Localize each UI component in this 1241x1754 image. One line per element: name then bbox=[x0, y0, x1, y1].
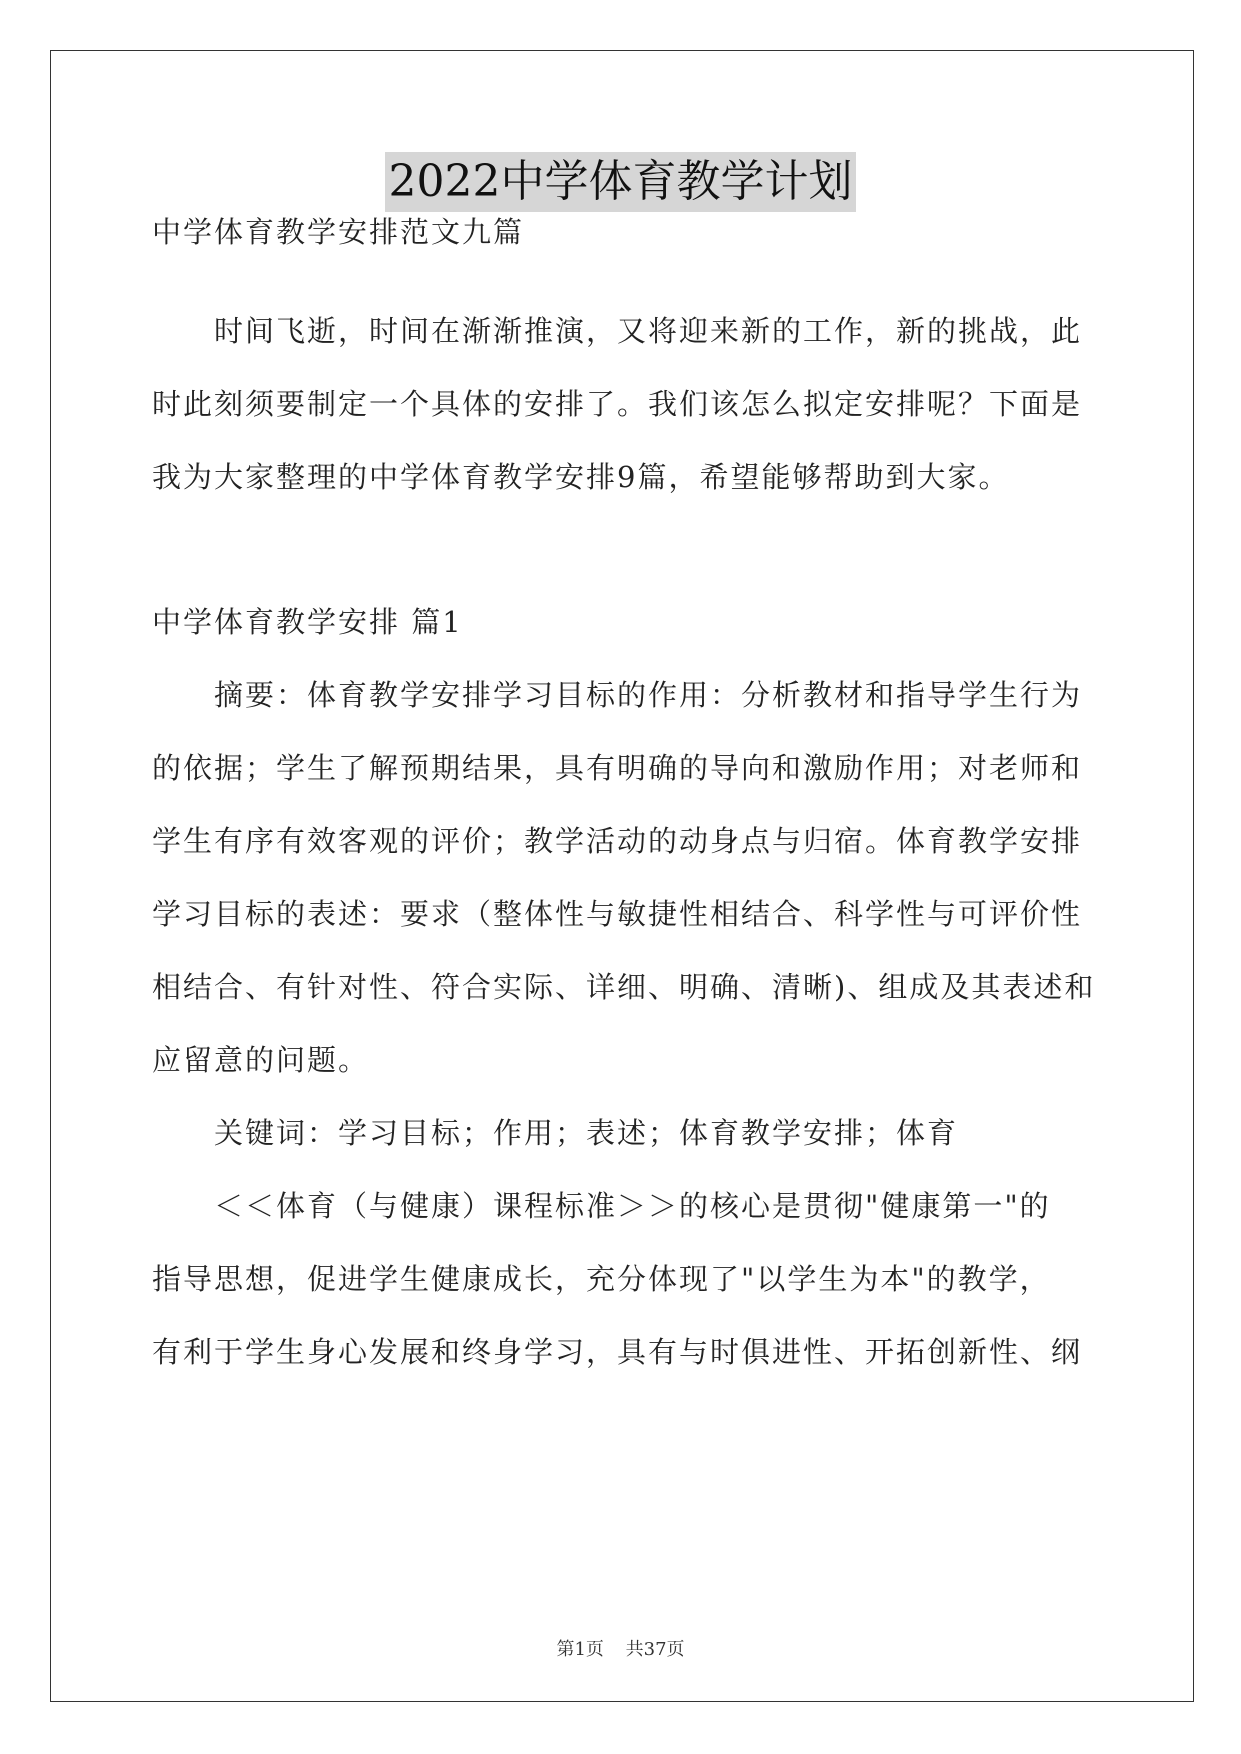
page-footer bbox=[0, 1635, 1241, 1661]
title-container bbox=[0, 152, 1241, 212]
abstract-line-4: 学习目标的表述：要求（整体性与敏捷性相结合、科学性与可评价性 bbox=[152, 897, 1083, 931]
intro-line-2: 时此刻须要制定一个具体的安排了。我们该怎么拟定安排呢？下面是 bbox=[152, 387, 1083, 421]
body-line-3: 有利于学生身心发展和终身学习，具有与时俱进性、开拓创新性、纲 bbox=[152, 1335, 1083, 1369]
body-line-2: 指导思想，促进学生健康成长，充分体现了"以学生为本"的教学， bbox=[152, 1262, 1051, 1296]
abstract-line-5: 相结合、有针对性、符合实际、详细、明确、清晰)、组成及其表述和 bbox=[152, 970, 1096, 1004]
body-line-1: ＜＜体育（与健康）课程标准＞＞的核心是贯彻"健康第一"的 bbox=[214, 1189, 1051, 1223]
abstract-line-2: 的依据；学生了解预期结果，具有明确的导向和激励作用；对老师和 bbox=[152, 751, 1083, 785]
abstract-line-3: 学生有序有效客观的评价；教学活动的动身点与归宿。体育教学安排 bbox=[152, 824, 1083, 858]
page-total: 共37页 bbox=[625, 1639, 685, 1660]
intro-line-3: 我为大家整理的中学体育教学安排9篇，希望能够帮助到大家。 bbox=[152, 460, 1010, 494]
page-border bbox=[50, 50, 1194, 1702]
document-title: 2022中学体育教学计划 bbox=[385, 152, 857, 212]
document-subtitle: 中学体育教学安排范文九篇 bbox=[152, 215, 525, 249]
abstract-line-6: 应留意的问题。 bbox=[152, 1043, 370, 1077]
abstract-line-1: 摘要：体育教学安排学习目标的作用：分析教材和指导学生行为 bbox=[214, 678, 1083, 712]
section-heading: 中学体育教学安排 篇1 bbox=[152, 605, 463, 639]
intro-line-1: 时间飞逝，时间在渐渐推演，又将迎来新的工作，新的挑战，此 bbox=[214, 314, 1083, 348]
keywords-line: 关键词：学习目标；作用；表述；体育教学安排；体育 bbox=[214, 1116, 959, 1150]
page-number: 第1页 bbox=[556, 1639, 604, 1660]
